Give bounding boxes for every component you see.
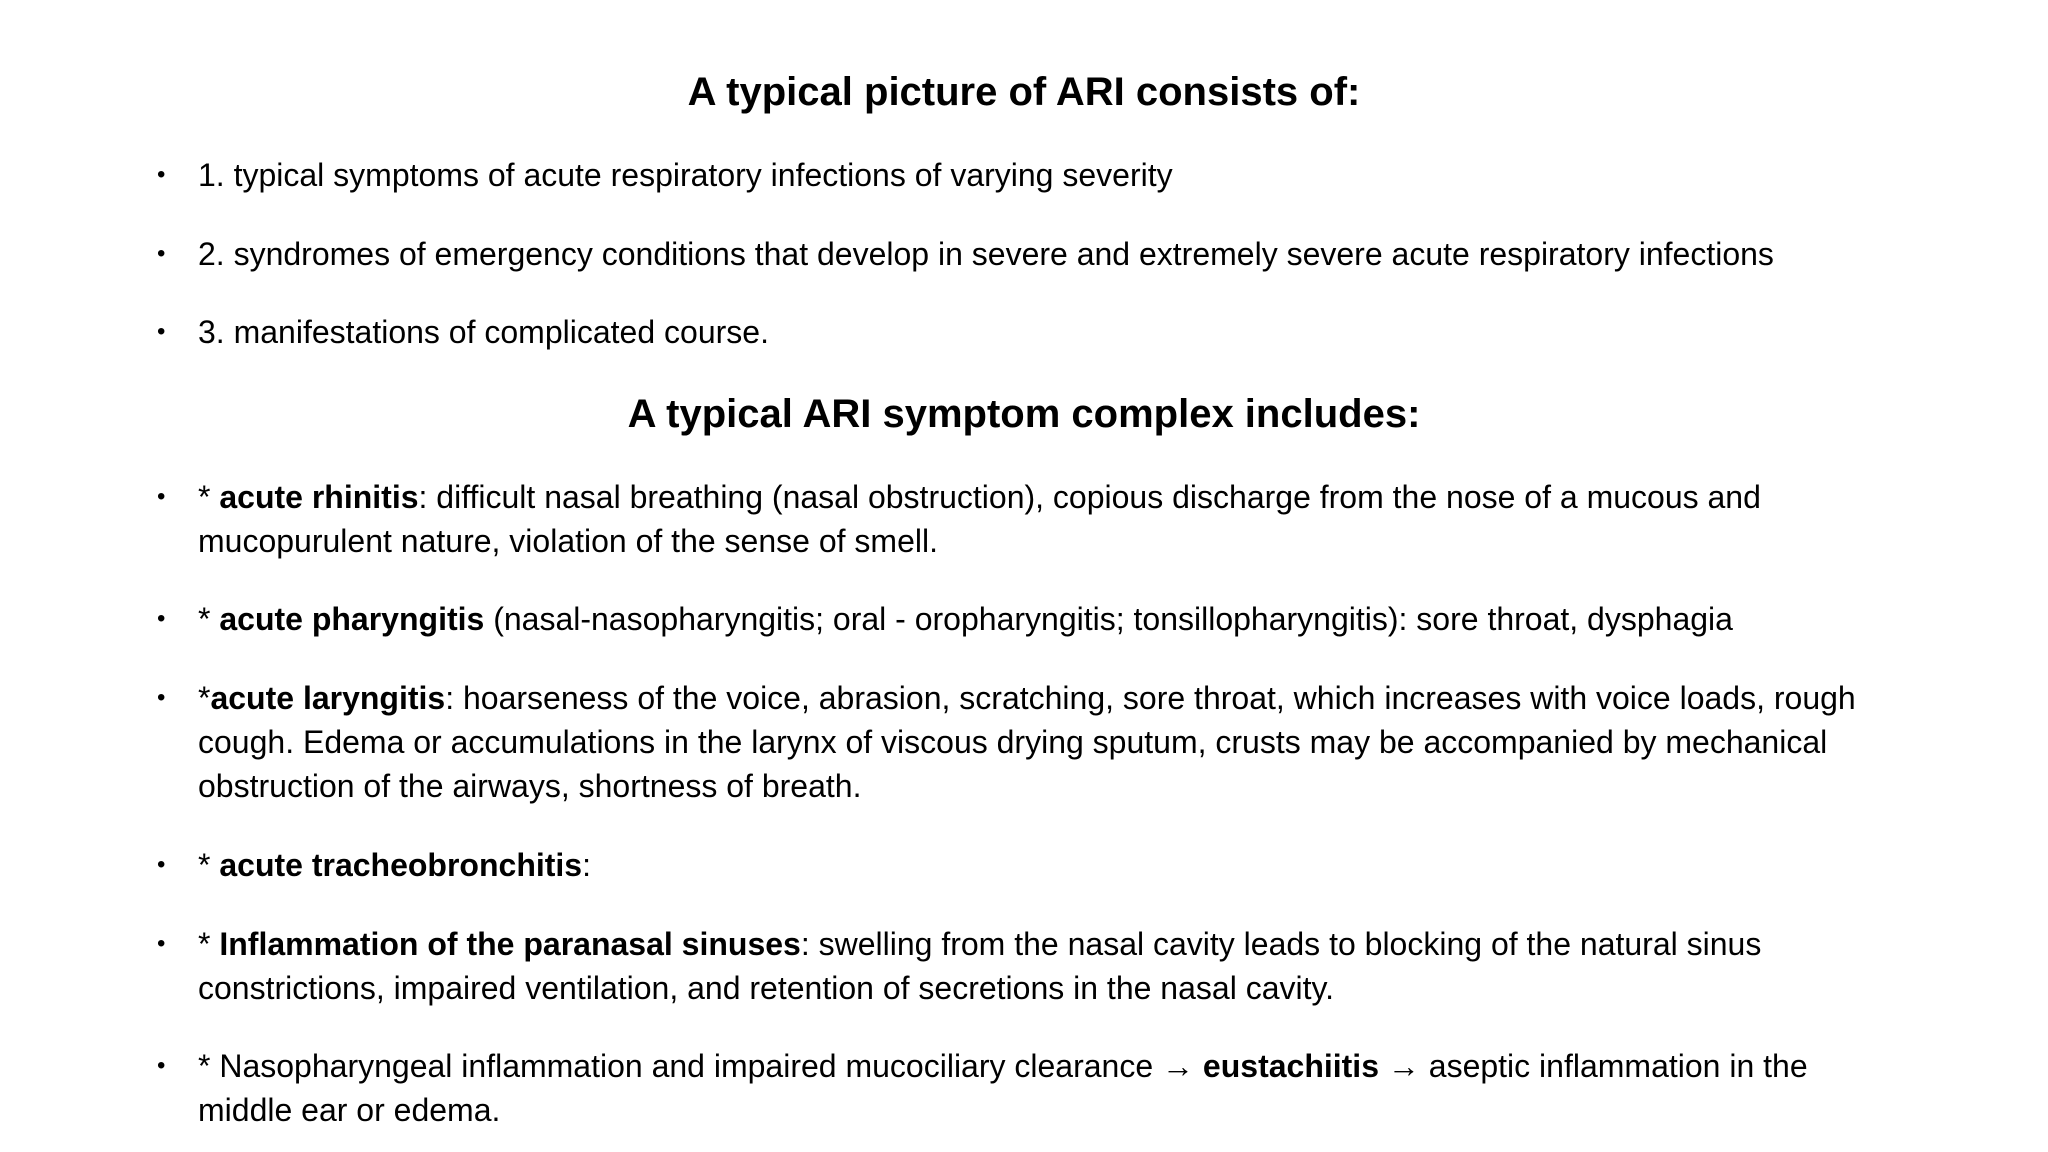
bullet-icon: •	[157, 930, 166, 957]
list-item-text: 2. syndromes of emergency conditions that develop in severe and extremely severe acute respiratory infections	[198, 236, 1774, 272]
list-item-description: : difficult nasal breathing (nasal obstruction), copious discharge from the nose of a mucous and mucopurulent nature, violation of the sense of smell.	[198, 479, 1761, 559]
list-item-text: 3. manifestations of complicated course.	[198, 314, 769, 350]
list-item-term: acute laryngitis	[210, 680, 446, 716]
list-item-text	[198, 597, 1898, 641]
list-item-text	[198, 676, 1898, 808]
list-item-term: acute pharyngitis	[219, 601, 485, 637]
bullet-icon: •	[157, 161, 166, 188]
slide-heading-ari-picture: A typical picture of ARI consists of:	[687, 70, 1361, 114]
list-item-text	[198, 922, 1898, 1010]
list-item-term: Inflammation of the paranasal sinuses	[219, 926, 801, 962]
list-item-description: (nasal-nasopharyngitis; oral - oropharyngitis; tonsillopharyngitis): sore throat, dysphagia	[484, 601, 1733, 637]
list-item-text	[198, 1044, 1898, 1132]
bullet-icon: •	[157, 684, 166, 711]
list-item-prefix: * Nasopharyngeal inflammation and impaired mucociliary clearance →	[198, 1048, 1203, 1084]
list-item-text: 1. typical symptoms of acute respiratory infections of varying severity	[198, 157, 1173, 193]
list-item-text	[198, 843, 1898, 887]
bullet-icon: •	[157, 1052, 166, 1079]
bullet-icon: •	[157, 483, 166, 510]
list-item-prefix: *	[198, 680, 211, 716]
list-item-description: : swelling from the nasal cavity leads to blocking of the natural sinus constrictions, impaired ventilation, and retention of secretions in the nasal cavity.	[198, 926, 1762, 1006]
list-item-description: → aseptic inflammation in the middle ear or edema.	[198, 1048, 1808, 1128]
bullet-icon: •	[157, 605, 166, 632]
slide-heading-symptom-complex: A typical ARI symptom complex includes:	[627, 392, 1421, 436]
bullet-icon: •	[157, 851, 166, 878]
bullet-icon: •	[157, 318, 166, 345]
list-item-description: :	[582, 847, 591, 883]
list-item-term: acute tracheobronchitis	[219, 847, 583, 883]
list-item-term: acute rhinitis	[219, 479, 419, 515]
list-item-prefix: *	[198, 601, 220, 637]
bullet-icon: •	[157, 240, 166, 267]
list-item-prefix: *	[198, 926, 220, 962]
list-item-term: eustachiitis	[1202, 1048, 1379, 1084]
list-item-description: : hoarseness of the voice, abrasion, scratching, sore throat, which increases with voice loads, rough cough. Edema or accumulations in the larynx of viscous drying sputum, crusts may be accompanied by mechanical obstruction of the airways, shortness of breath.	[198, 680, 1856, 804]
list-item-prefix: *	[198, 479, 220, 515]
list-item-text	[198, 475, 1898, 563]
list-item-prefix: *	[198, 847, 220, 883]
